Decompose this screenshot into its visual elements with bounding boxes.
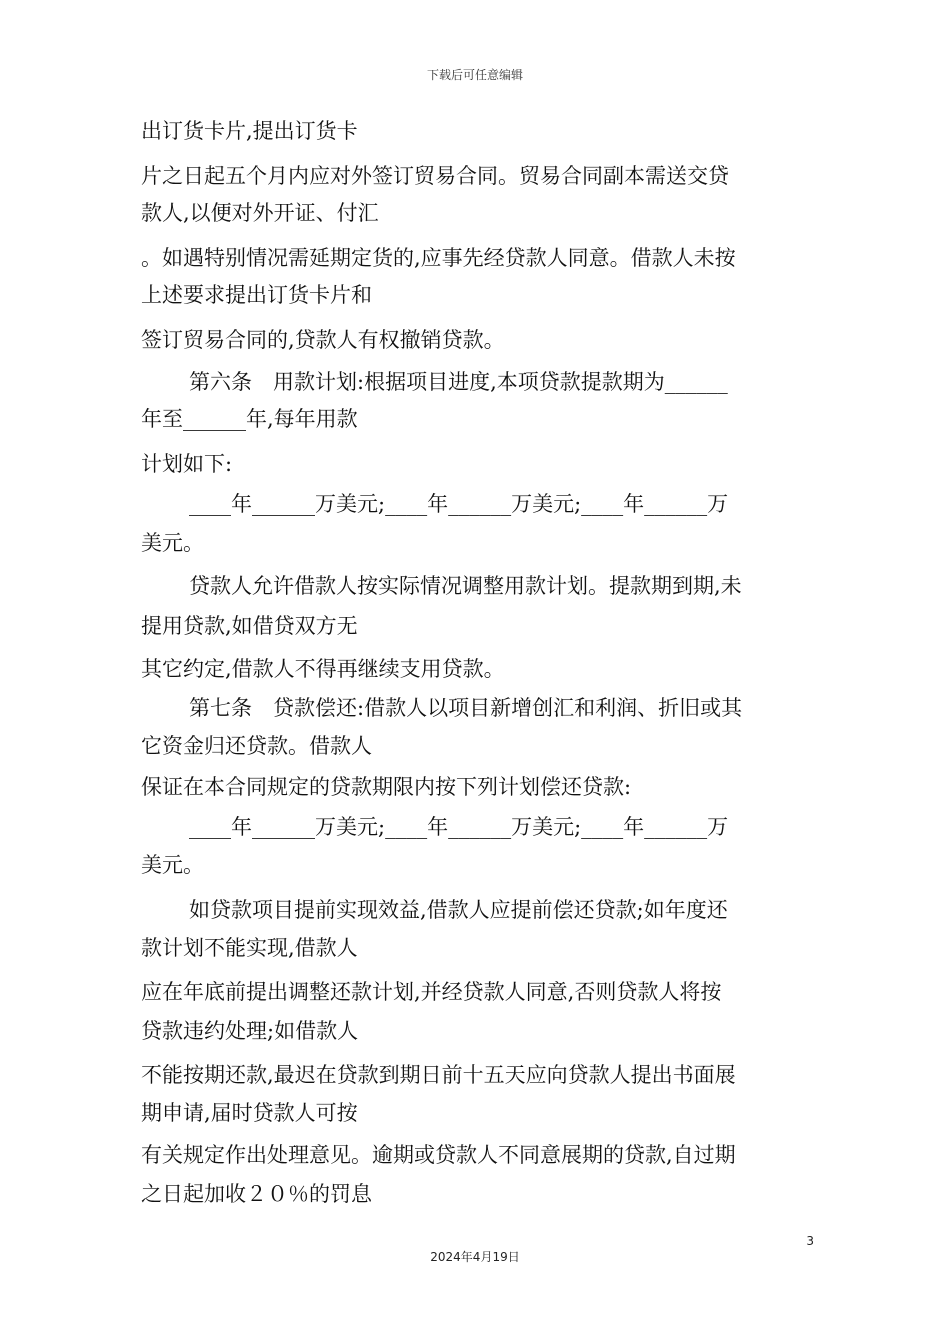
text-line: 不能按期还款,最迟在贷款到期日前十五天应向贷款人提出书面展 [141, 1063, 736, 1087]
text-line: 期申请,届时贷款人可按 [141, 1101, 358, 1125]
text-line: 贷款违约处理;如借款人 [141, 1019, 359, 1043]
text-line: ____年______万美元;____年______万美元;____年______万 [189, 492, 729, 516]
text-line: 第六条 用款计划:根据项目进度,本项贷款提款期为______ [189, 370, 728, 394]
text-line: 美元。 [141, 853, 204, 877]
text-line: 如贷款项目提前实现效益,借款人应提前偿还贷款;如年度还 [189, 898, 728, 922]
text-line: 保证在本合同规定的贷款期限内按下列计划偿还贷款: [141, 775, 632, 799]
text-line: 其它约定,借款人不得再继续支用贷款。 [141, 657, 505, 681]
text-line: 片之日起五个月内应对外签订贸易合同。贸易合同副本需送交贷 [141, 164, 729, 188]
text-line: 之日起加收２０％的罚息 [141, 1182, 372, 1206]
page-footer-date: 2024年4月19日 [430, 1250, 520, 1264]
page-number: 3 [806, 1234, 814, 1248]
text-line: 贷款人允许借款人按实际情况调整用款计划。提款期到期,未 [189, 574, 742, 598]
text-line: 应在年底前提出调整还款计划,并经贷款人同意,否则贷款人将按 [141, 980, 722, 1004]
text-line: 它资金归还贷款。借款人 [141, 734, 372, 758]
text-line: 签订贸易合同的,贷款人有权撤销贷款。 [141, 328, 505, 352]
text-line: 提用贷款,如借贷双方无 [141, 614, 358, 638]
text-line: ____年______万美元;____年______万美元;____年______万 [189, 815, 729, 839]
text-line: 第七条 贷款偿还:借款人以项目新增创汇和利润、折旧或其 [189, 696, 743, 720]
text-line: 款人,以便对外开证、付汇 [141, 201, 379, 225]
text-line: 计划如下: [141, 452, 233, 476]
text-line: 出订货卡片,提出订货卡 [141, 119, 358, 143]
text-line: 美元。 [141, 531, 204, 555]
text-line: 年至______年,每年用款 [141, 407, 358, 431]
text-line: 。如遇特别情况需延期定货的,应事先经贷款人同意。借款人未按 [141, 246, 736, 270]
text-line: 款计划不能实现,借款人 [141, 936, 358, 960]
text-line: 有关规定作出处理意见。逾期或贷款人不同意展期的贷款,自过期 [141, 1143, 736, 1167]
page-header: 下载后可任意编辑 [426, 68, 523, 82]
text-line: 上述要求提出订货卡片和 [141, 283, 372, 307]
